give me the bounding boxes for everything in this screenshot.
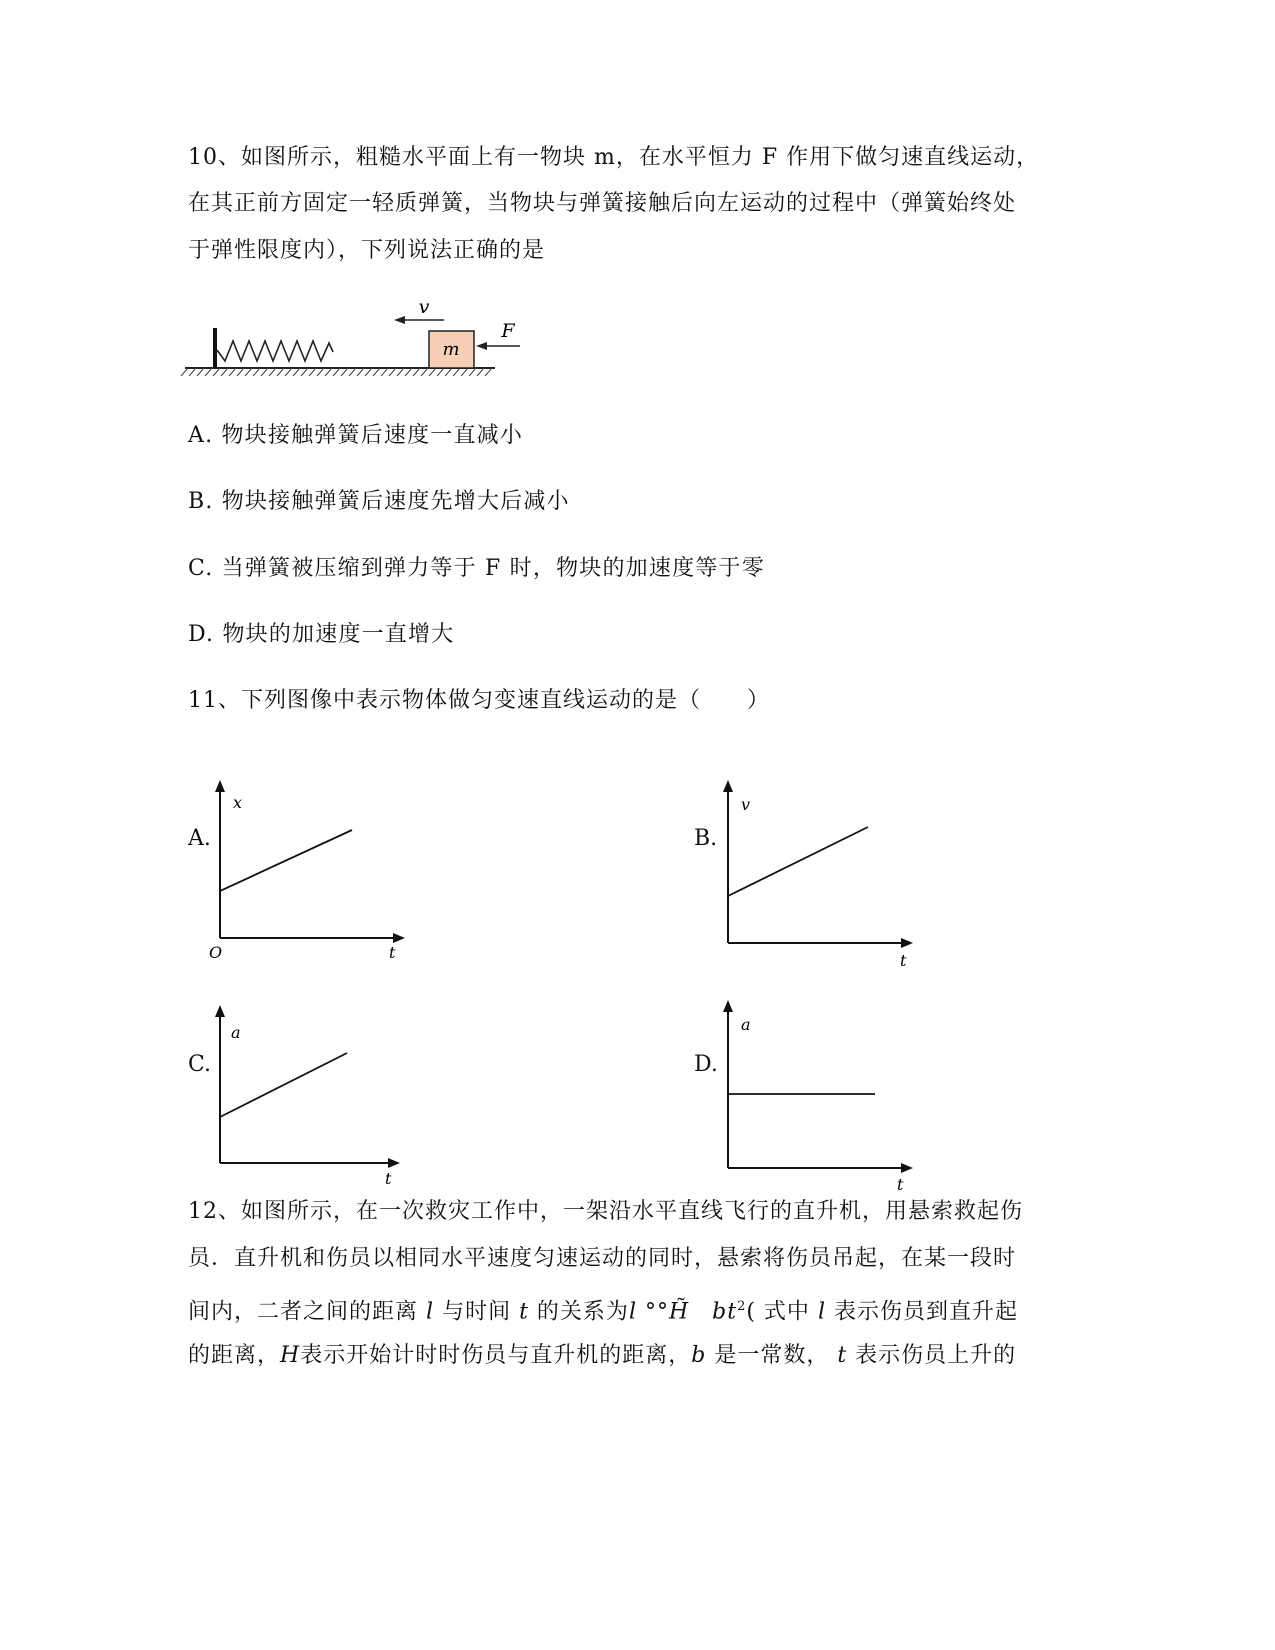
q12-formula-exponent: 2 xyxy=(737,1299,747,1314)
graph-a-x-label: t xyxy=(389,943,396,960)
velocity-label: v xyxy=(418,300,430,318)
q12-var-l: l xyxy=(426,1299,435,1325)
graph-a-origin-label: O xyxy=(209,943,223,960)
q12-var-b: b xyxy=(691,1343,707,1368)
q10-option-a: A. 物块接触弹簧后速度一直减小 xyxy=(188,423,524,448)
graph-b-x-label: t xyxy=(900,951,907,970)
q12-line-3-text-e: 的关系为 xyxy=(536,1299,629,1325)
q10-line-3: 于弹性限度内），下列说法正确的是 xyxy=(188,238,546,263)
graph-c-label: C. xyxy=(188,1052,212,1077)
q12-line-3-text-h: 表示伤员到直升起 xyxy=(833,1299,1018,1325)
graph-c xyxy=(205,1005,410,1190)
q11-stem: 11、下列图像中表示物体做匀变速直线运动的是（ ） xyxy=(188,688,770,713)
force-label: F xyxy=(501,320,515,342)
graph-d-label: D. xyxy=(694,1052,718,1077)
graph-c-y-label: a xyxy=(231,1023,241,1042)
graph-a-label: A. xyxy=(188,826,211,851)
graph-a-curve xyxy=(220,830,352,891)
q12-line-4-text-c: 表示开始计时时伤员与直升机的距离， xyxy=(300,1343,692,1368)
q12-var-t: t xyxy=(519,1299,529,1325)
force-arrow xyxy=(476,342,520,350)
ground-surface xyxy=(181,368,495,376)
graph-d-x-label: t xyxy=(897,1175,904,1194)
block-label: m xyxy=(442,339,460,360)
q10-option-d: D. 物块的加速度一直增大 xyxy=(188,622,455,647)
graph-a-y-label: x xyxy=(233,793,243,812)
graph-b-y-label: v xyxy=(741,795,751,814)
q12-var-h: H xyxy=(280,1343,301,1368)
q12-line-1: 12、如图所示，在一次救灾工作中，一架沿水平直线飞行的直升机，用悬索救起伤 xyxy=(188,1199,1023,1224)
q12-line-4-text-a: 的距离， xyxy=(188,1343,281,1368)
q10-option-c: C. 当弹簧被压缩到弹力等于 F 时，物块的加速度等于零 xyxy=(188,556,765,581)
q12-var-t-2: t xyxy=(837,1343,848,1368)
graph-c-x-label: t xyxy=(385,1169,392,1188)
q12-line-3 xyxy=(188,1291,1018,1328)
q10-line-1: 10、如图所示，粗糙水平面上有一物块 m，在水平恒力 F 作用下做匀速直线运动， xyxy=(188,145,1040,170)
spring xyxy=(217,341,333,361)
graph-b-curve xyxy=(728,827,868,896)
graph-d-y-label: a xyxy=(741,1015,751,1034)
q12-var-l-2: l xyxy=(817,1299,826,1325)
q12-line-3-text-c: 与时间 xyxy=(442,1299,512,1325)
graph-b xyxy=(713,780,923,970)
q12-line-3-text-f: ( 式中 xyxy=(746,1299,810,1325)
q10-line-2: 在其正前方固定一轻质弹簧，当物块与弹簧接触后向左运动的过程中（弹簧始终处 xyxy=(188,191,1017,216)
spring-block-figure xyxy=(180,300,540,390)
q12-line-4-text-g: 表示伤员上升的 xyxy=(855,1343,1017,1368)
q12-line-4-text-e: 是一常数， xyxy=(714,1343,830,1368)
graph-a xyxy=(205,780,410,960)
q12-line-2: 员．直升机和伤员以相同水平速度匀速运动的同时，悬索将伤员吊起，在某一段时 xyxy=(188,1246,1017,1271)
q10-option-b: B. 物块接触弹簧后速度先增大后减小 xyxy=(188,489,570,514)
q12-line-3-text-a: 间内，二者之间的距离 xyxy=(188,1299,419,1325)
graph-c-curve xyxy=(220,1053,347,1117)
q12-line-4 xyxy=(188,1340,1016,1372)
graph-d xyxy=(713,1000,923,1195)
q12-formula: l °°H̃ bt xyxy=(628,1299,738,1325)
graph-b-label: B. xyxy=(694,826,718,851)
